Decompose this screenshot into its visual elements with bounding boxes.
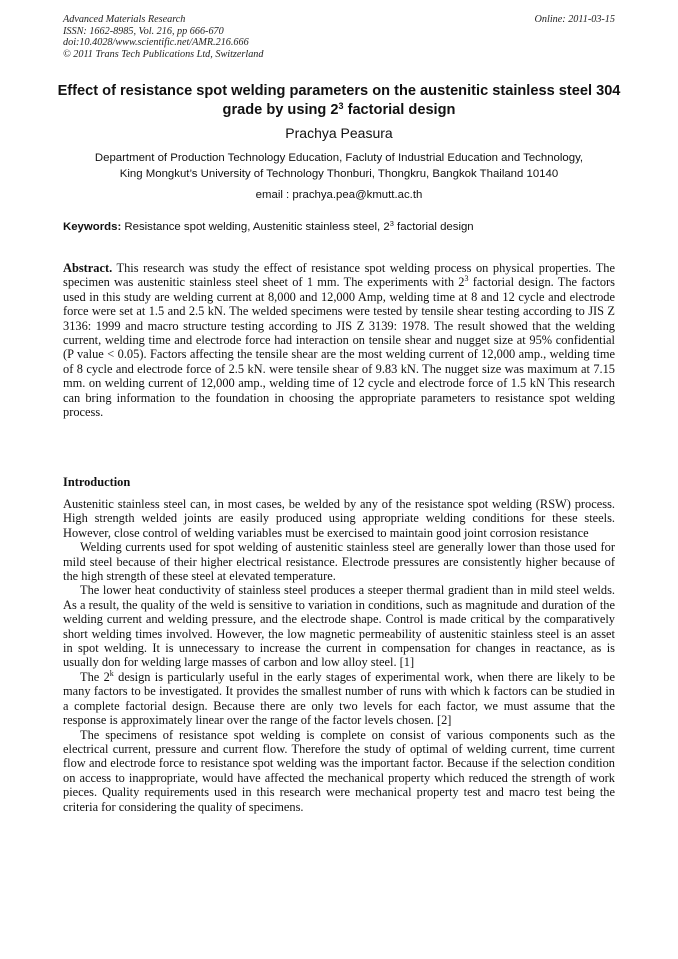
abstract-text-end: factorial design. The factors used in this study are welding current at 8,000 and 12,000 Amp, welding time at 8 and 12 cycle and electrode force were set at 1.5 and 2.5 kN. The welded specimens were tested by tensile shear testing according to JIS Z 3136: 1999 and macro structure testing according to JIS Z 3139: 1978. The result showed that the welding current, welding time and electrode force had interaction on tensile shear and nugget size at 95% confidential (P value < 0.05). Factors affecting the tensile shear are the most welding current of 12,000 amp., welding time of 8 cycle and electrode force of 2.5 kN. were tensile shear of 9.83 kN. The nugget size was maximum at 7.15 mm. on welding current of 12,000 amp., welding time of 12 cycle and electrode force of 1.5 kN This research can bring information to the foundation in choosing the appropriate parameters to resistance spot welding process. — [63, 275, 615, 420]
issn-line: ISSN: 1662-8985, Vol. 216, pp 666-670 — [63, 25, 224, 37]
intro-paragraph-5: The specimens of resistance spot welding is complete on consist of various components such as the electrical current, pressure and current flow. Therefore the study of optimal of welding current, time current flow and electrode force to resistance spot welding was the important factor. Because if the selection condition on access to inappropriate, would have affected the mechanical property which reduced the strength of work pieces. Quality requirements used in this research were mechanical property test and macro test being the criteria for considering the quality of specimens. — [63, 727, 615, 814]
title-text-end: factorial design — [343, 101, 456, 118]
abstract-label: Abstract. — [63, 261, 113, 275]
keywords — [63, 220, 623, 235]
intro-paragraph-1: Austenitic stainless steel can, in most cases, be welded by any of the resistance spot welding (RSW) process. High strength welded joints are easily produced using appropriate welding conditions for these steels. However, close control of welding variables must be exercised to maintain good joint corrosion resistance — [63, 497, 615, 540]
abstract-text: This research was study the effect of resistance spot welding process on physical properties. The specimen was austenitic stainless steel sheet of 1 mm. The experiments with 2 — [63, 261, 615, 290]
keywords-text: Resistance spot welding, Austenitic stainless steel, 2 — [121, 221, 390, 233]
intro-paragraph-3: The lower heat conductivity of stainless steel produces a steeper thermal gradient than in mild steel welds. As a result, the quality of the weld is sensitive to variation in conditions, such as magnitude and duration of the welding current and welding pressure, and the electrode shape. Control is made critical by the comparatively short welding times involved. However, the low magnetic permeability of austenitic stainless steel is an asset in spot welding. It is unnecessary to increase the current in compensation for changes in reactance, as is usually don for welding large masses of carbon and low alloy steel. [1] — [63, 583, 615, 670]
affiliation-line-2: King Mongkut’s University of Technology Thonburi, Thongkru, Bangkok Thailand 10140 — [119, 168, 559, 180]
abstract-superscript: 3 — [464, 274, 469, 284]
journal-header — [63, 14, 263, 60]
title-superscript: 3 — [338, 100, 344, 111]
introduction-heading: Introduction — [63, 475, 131, 489]
intro-p4-text: The 2 — [80, 669, 110, 684]
affiliation-line-1: Department of Production Technology Education, Facluty of Industrial Education and Technology, — [94, 152, 584, 164]
keywords-superscript: 3 — [389, 219, 394, 228]
intro-p4-superscript: k — [109, 668, 114, 678]
title-text: Effect of resistance spot welding parameters on the austenitic stainless steel 304 grade by using 2 — [57, 83, 621, 118]
keywords-text-end: factorial design — [393, 221, 474, 233]
doi-line: doi:10.4028/www.scientific.net/AMR.216.666 — [63, 37, 249, 49]
paper-title — [40, 82, 638, 119]
intro-paragraph-2: Welding currents used for spot welding of austenitic stainless steel are generally lower than those used for mild steel because of their higher electrical resistance. Electrode pressures are consistently higher because of the high strength of these steel at elevated temperature. — [63, 540, 615, 584]
abstract — [63, 261, 615, 419]
introduction-body — [63, 497, 615, 814]
keywords-label: Keywords: — [63, 221, 122, 233]
affiliation — [40, 150, 638, 182]
author-email: email : prachya.pea@kmutt.ac.th — [255, 189, 423, 201]
copyright-line: © 2011 Trans Tech Publications Ltd, Switzerland — [63, 48, 264, 60]
intro-paragraph-4 — [63, 670, 615, 728]
online-date: Online: 2011-03-15 — [534, 14, 615, 25]
journal-name: Advanced Materials Research — [63, 14, 186, 25]
author-name: Prachya Peasura — [285, 125, 393, 141]
intro-p4-text-end: design is particularly useful in the early stages of experimental work, when there are likely to be many factors to be investigated. It provides the smallest number of runs with which k factors can be studied in a complete factorial design. Because there are only two levels for each factor, we must assume that the response is approximately linear over the range of the factor levels chosen. [2] — [63, 669, 615, 728]
